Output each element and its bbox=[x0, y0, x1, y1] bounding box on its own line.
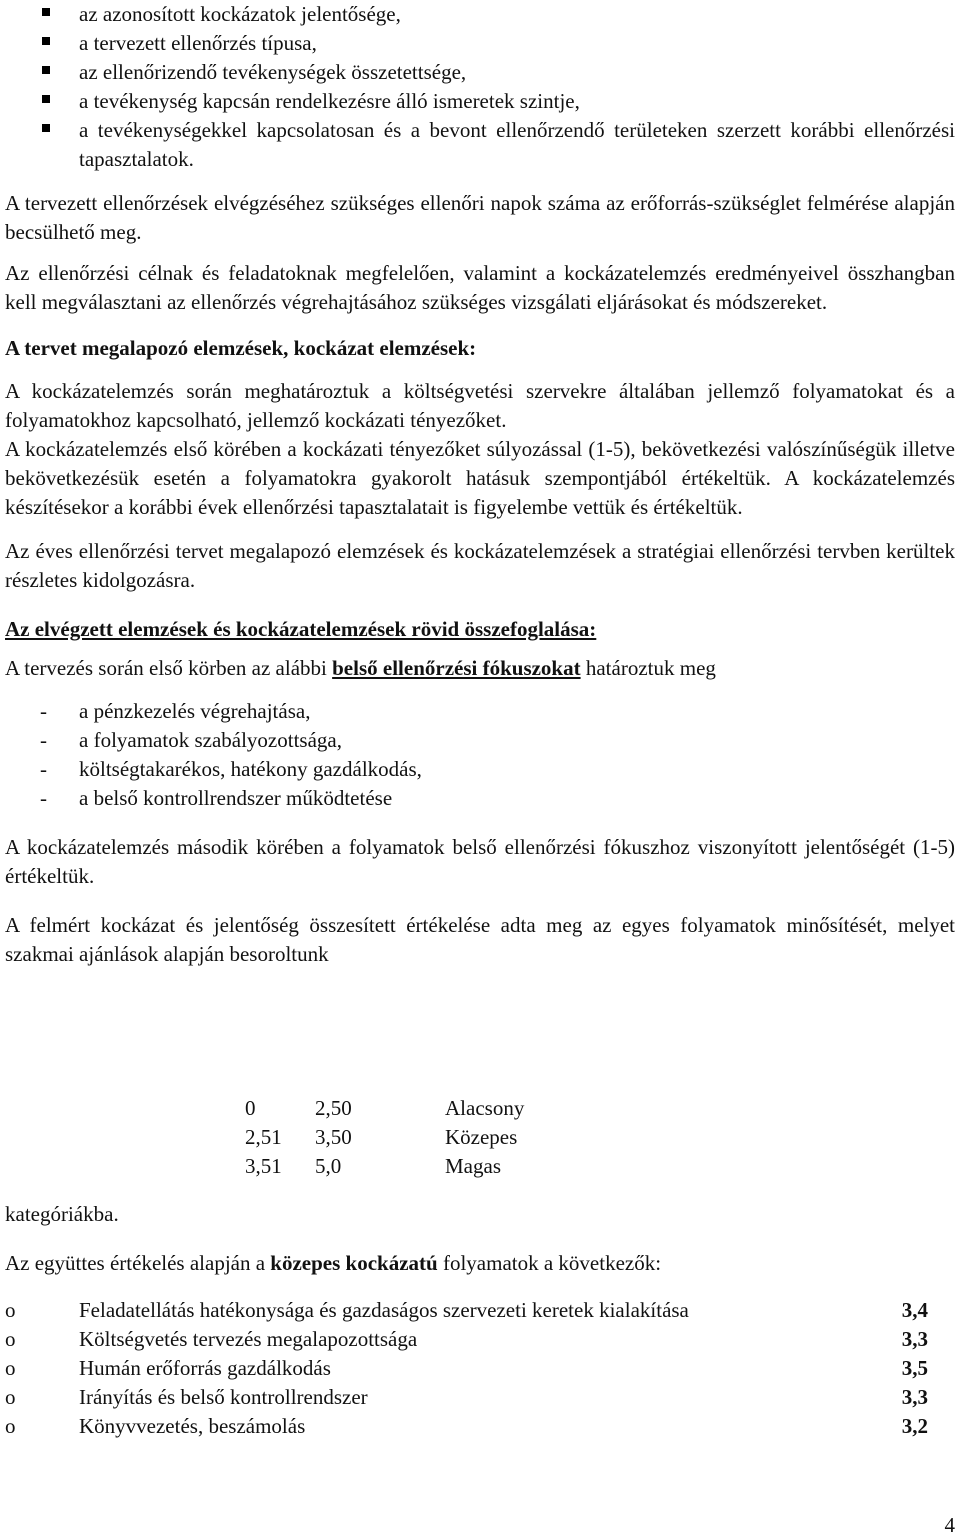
process-item: o Feladatellátás hatékonysága és gazdaságos szervezeti keretek kialakítása 3,4 bbox=[5, 1296, 955, 1325]
square-bullet-icon bbox=[42, 124, 50, 132]
process-item: o Költségvetés tervezés megalapozottsága 3,3 bbox=[5, 1325, 955, 1354]
focus-list bbox=[5, 697, 955, 813]
bullet-item: a tervezett ellenőrzés típusa, bbox=[5, 29, 955, 58]
paragraph-first-round: A kockázatelemzés első körében a kockázati tényezőket súlyozással (1-5), bekövetkezési valószínűségük illetve bekövetkezésük esetén a folyamatokra gyakorolt hatásuk szempontjából értékeltük. A kockázatelemzés készítésekor a korábbi évek ellenőrzési tapasztalatait is figyelembe vettük és értékeltük. bbox=[5, 437, 955, 519]
paragraph-processes: A kockázatelemzés során meghatároztuk a költségvetési szervekre általában jellemző folyamatokat és a folyamatokhoz kapcsolható, jellemző kockázati tényezőket. bbox=[5, 379, 955, 432]
focus-item: - a folyamatok szabályozottsága, bbox=[40, 728, 342, 752]
paragraph-classification: A felmért kockázat és jelentőség összesített értékelése adta meg az egyes folyamatok minősítését, melyet szakmai ajánlások alapján besoroltunk bbox=[5, 913, 955, 966]
square-bullet-icon bbox=[42, 8, 50, 16]
process-score: 3,4 bbox=[901, 1298, 928, 1322]
focus-emphasis: belső ellenőrzési fókuszokat bbox=[332, 656, 581, 680]
lower-section bbox=[5, 1200, 955, 1441]
square-bullet-icon bbox=[42, 95, 50, 103]
bullet-item: a tevékenység kapcsán rendelkezésre álló ismeretek szintje, bbox=[5, 87, 955, 116]
medium-risk-emphasis: közepes kockázatú bbox=[270, 1251, 438, 1275]
process-item: o Könyvvezetés, beszámolás 3,2 bbox=[5, 1412, 955, 1441]
process-score: 3,3 bbox=[901, 1327, 928, 1351]
process-score: 3,2 bbox=[901, 1414, 928, 1438]
risk-range-table bbox=[245, 1094, 565, 1181]
categories-word: kategóriákba. bbox=[5, 1202, 119, 1226]
heading-summary: Az elvégzett elemzések és kockázatelemzések rövid összefoglalása: bbox=[5, 617, 597, 641]
square-bullet-icon bbox=[42, 37, 50, 45]
focus-item: - a belső kontrollrendszer működtetése bbox=[40, 786, 393, 810]
paragraph-focus: A tervezés során első körben az alábbi belső ellenőrzési fókuszokat határoztuk meg bbox=[5, 656, 716, 680]
bullet-item: a tevékenységekkel kapcsolatosan és a bevont ellenőrzendő területeken szerzett korábbi ellenőrzési tapasztalatok. bbox=[5, 116, 955, 174]
paragraph-second-round: A kockázatelemzés második körében a folyamatok belső ellenőrzési fókuszhoz viszonyított jelentőségét (1-5) értékeltük. bbox=[5, 835, 955, 888]
bullet-item: az azonosított kockázatok jelentősége, bbox=[5, 0, 955, 29]
heading-risk-analysis: A tervet megalapozó elemzések, kockázat elemzések: bbox=[5, 336, 477, 360]
process-score: 3,3 bbox=[901, 1385, 928, 1409]
process-item: o Humán erőforrás gazdálkodás 3,5 bbox=[5, 1354, 955, 1383]
bullet-item: az ellenőrizendő tevékenységek összetettsége, bbox=[5, 58, 955, 87]
page-number: 4 bbox=[944, 1513, 955, 1537]
paragraph-medium-risk: Az együttes értékelés alapján a közepes kockázatú folyamatok a következők: bbox=[5, 1251, 662, 1275]
process-score: 3,5 bbox=[901, 1356, 928, 1380]
focus-item: - a pénzkezelés végrehajtása, bbox=[40, 699, 311, 723]
process-item: o Irányítás és belső kontrollrendszer 3,3 bbox=[5, 1383, 955, 1412]
paragraph-resources: A tervezett ellenőrzések elvégzéséhez szükséges ellenőri napok száma az erőforrás-szükséglet felmérése alapján becsülhető meg. bbox=[5, 191, 955, 244]
bullet-list bbox=[5, 0, 955, 174]
process-list bbox=[5, 1296, 955, 1441]
document-page bbox=[5, 0, 955, 969]
paragraph-strategic: Az éves ellenőrzési tervet megalapozó elemzések és kockázatelemzések a stratégiai ellenőrzési tervben kerültek részletes kidolgozásra. bbox=[5, 539, 955, 592]
range-row: 0 2,50 Alacsony bbox=[245, 1096, 525, 1120]
focus-item: - költségtakarékos, hatékony gazdálkodás, bbox=[40, 757, 422, 781]
paragraph-methods: Az ellenőrzési célnak és feladatoknak megfelelően, valamint a kockázatelemzés eredményeivel összhangban kell megválasztani az ellenőrzés végrehajtásához szükséges vizsgálati eljárásokat és módszereket. bbox=[5, 261, 955, 314]
range-row: 2,51 3,50 Közepes bbox=[245, 1125, 518, 1149]
square-bullet-icon bbox=[42, 66, 50, 74]
range-row: 3,51 5,0 Magas bbox=[245, 1154, 501, 1178]
